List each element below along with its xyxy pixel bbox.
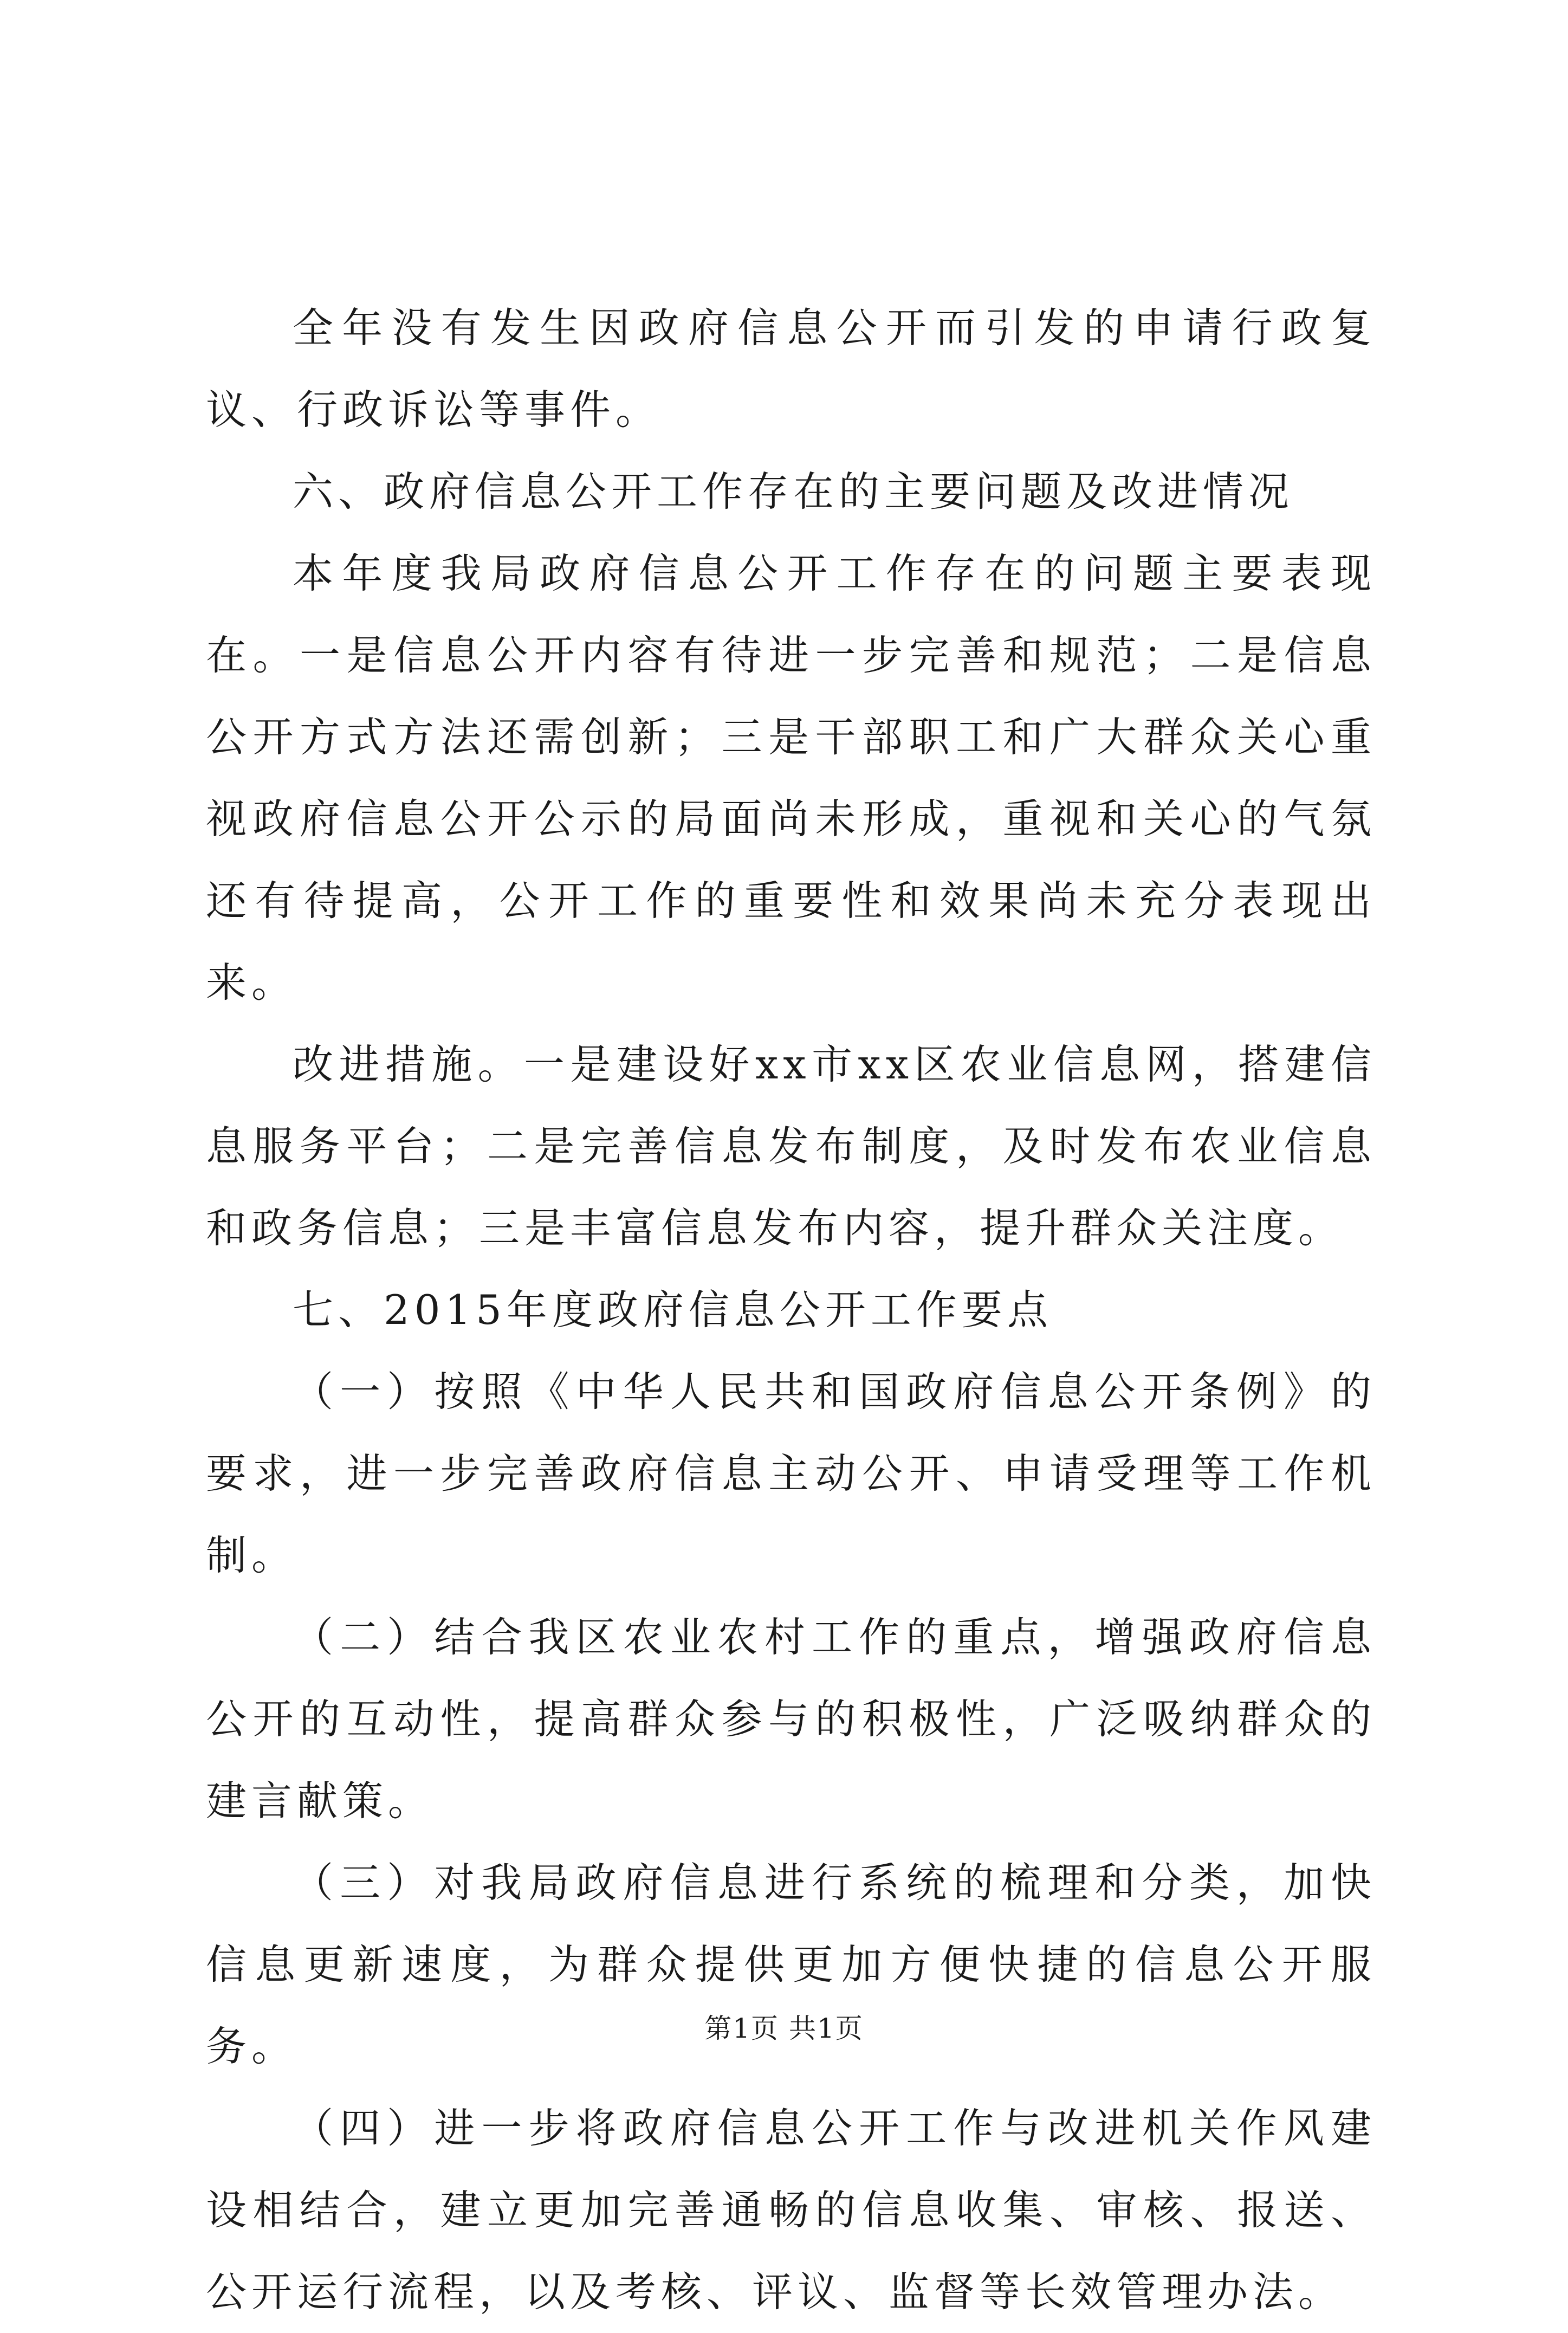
plan-item-1: （一）按照《中华人民共和国政府信息公开条例》的要求，进一步完善政府信息主动公开、申请受理等工作机制。 xyxy=(206,1368,1376,1579)
page-number-footer: 第1页 共1页 xyxy=(704,2013,864,2044)
plan-item-2: （二）结合我区农业农村工作的重点，增强政府信息公开的互动性，提高群众参与的积极性，广泛吸纳群众的建言献策。 xyxy=(206,1613,1376,1825)
plan-item-4: （四）进一步将政府信息公开工作与改进机关作风建设相结合，建立更加完善通畅的信息收集、审核、报送、公开运行流程，以及考核、评议、监督等长效管理办法。 xyxy=(206,2104,1376,2316)
paragraph-improvements: 改进措施。一是建设好xx市xx区农业信息网，搭建信息服务平台；二是完善信息发布制度，及时发布农业信息和政务信息；三是丰富信息发布内容，提升群众关注度。 xyxy=(206,1041,1376,1252)
paragraph-no-lawsuits: 全年没有发生因政府信息公开而引发的申请行政复议、行政诉讼等事件。 xyxy=(206,304,1376,434)
section-heading-problems: 六、政府信息公开工作存在的主要问题及改进情况 xyxy=(293,468,1294,515)
plan-item-3: （三）对我局政府信息进行系统的梳理和分类，加快信息更新速度，为群众提供更加方便快捷的信息公开服务。 xyxy=(206,1859,1376,2070)
section-heading-2015-plan: 七、2015年度政府信息公开工作要点 xyxy=(293,1286,1053,1334)
paragraph-problems: 本年度我局政府信息公开工作存在的问题主要表现在。一是信息公开内容有待进一步完善和规范；二是信息公开方式方法还需创新；三是干部职工和广大群众关心重视政府信息公开公示的局面尚未形成，重视和关心的气氛还有待提高，公开工作的重要性和效果尚未充分表现出来。 xyxy=(206,550,1376,1006)
